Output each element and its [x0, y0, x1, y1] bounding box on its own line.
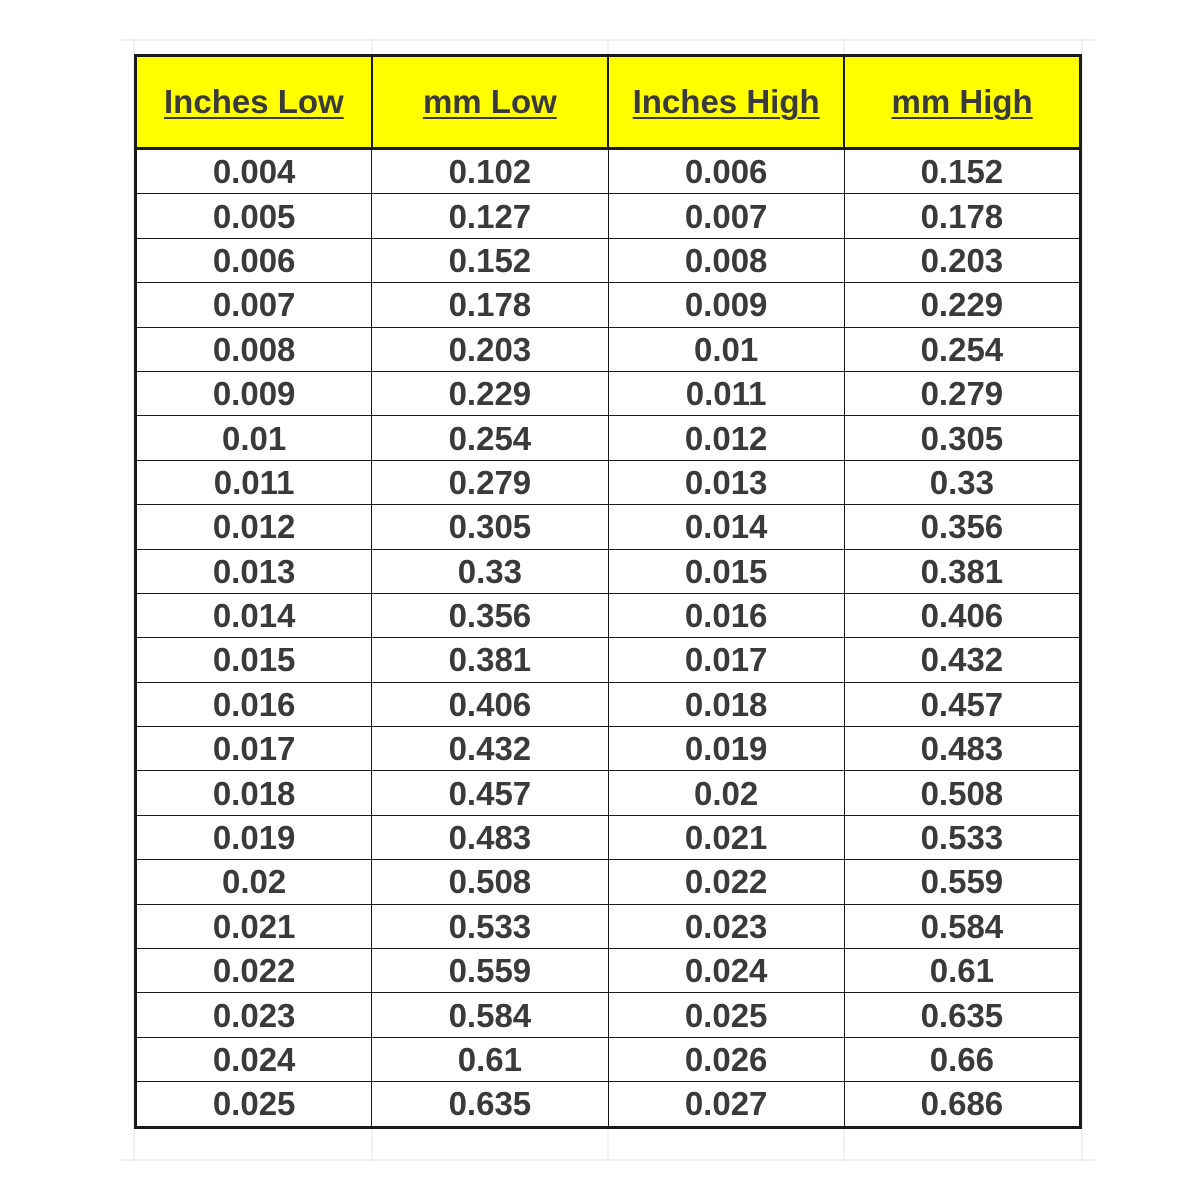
header-row — [136, 56, 1081, 149]
cell-mm-high[interactable]: 0.305 — [844, 416, 1080, 460]
cell-mm-low[interactable]: 0.508 — [372, 860, 608, 904]
cell-inches-low[interactable]: 0.009 — [136, 371, 372, 415]
cell-inches-high[interactable]: 0.017 — [608, 638, 844, 682]
table-row — [136, 549, 1081, 593]
cell-inches-low[interactable]: 0.024 — [136, 1037, 372, 1081]
cell-mm-high[interactable]: 0.229 — [844, 283, 1080, 327]
table-row — [136, 904, 1081, 948]
cell-mm-high[interactable]: 0.533 — [844, 815, 1080, 859]
table-row — [136, 460, 1081, 504]
cell-inches-low[interactable]: 0.017 — [136, 727, 372, 771]
cell-mm-low[interactable]: 0.127 — [372, 194, 608, 238]
header-mm-low[interactable]: mm Low — [372, 56, 608, 149]
header-mm-high[interactable]: mm High — [844, 56, 1080, 149]
cell-mm-low[interactable]: 0.584 — [372, 993, 608, 1037]
cell-inches-low[interactable]: 0.025 — [136, 1082, 372, 1127]
cell-mm-low[interactable]: 0.203 — [372, 327, 608, 371]
cell-inches-low[interactable]: 0.02 — [136, 860, 372, 904]
cell-mm-low[interactable]: 0.457 — [372, 771, 608, 815]
cell-mm-high[interactable]: 0.483 — [844, 727, 1080, 771]
cell-mm-low[interactable]: 0.178 — [372, 283, 608, 327]
cell-inches-low[interactable]: 0.014 — [136, 593, 372, 637]
table-row — [136, 638, 1081, 682]
table-row — [136, 327, 1081, 371]
cell-mm-high[interactable]: 0.152 — [844, 149, 1080, 194]
cell-inches-high[interactable]: 0.006 — [608, 149, 844, 194]
cell-mm-high[interactable]: 0.584 — [844, 904, 1080, 948]
conversion-table — [134, 54, 1082, 1129]
cell-mm-low[interactable]: 0.432 — [372, 727, 608, 771]
table-body — [136, 149, 1081, 1128]
cell-mm-high[interactable]: 0.254 — [844, 327, 1080, 371]
table-row — [136, 593, 1081, 637]
cell-inches-low[interactable]: 0.01 — [136, 416, 372, 460]
cell-inches-low[interactable]: 0.013 — [136, 549, 372, 593]
cell-mm-low[interactable]: 0.356 — [372, 593, 608, 637]
cell-inches-high[interactable]: 0.026 — [608, 1037, 844, 1081]
cell-mm-low[interactable]: 0.33 — [372, 549, 608, 593]
cell-inches-high[interactable]: 0.027 — [608, 1082, 844, 1127]
table-row — [136, 505, 1081, 549]
table-row — [136, 1082, 1081, 1127]
cell-mm-low[interactable]: 0.533 — [372, 904, 608, 948]
cell-mm-high[interactable]: 0.508 — [844, 771, 1080, 815]
table-row — [136, 949, 1081, 993]
cell-mm-low[interactable]: 0.229 — [372, 371, 608, 415]
cell-inches-low[interactable]: 0.015 — [136, 638, 372, 682]
cell-mm-low[interactable]: 0.61 — [372, 1037, 608, 1081]
cell-mm-high[interactable]: 0.432 — [844, 638, 1080, 682]
cell-inches-high[interactable]: 0.015 — [608, 549, 844, 593]
cell-mm-high[interactable]: 0.457 — [844, 682, 1080, 726]
cell-mm-low[interactable]: 0.152 — [372, 238, 608, 282]
cell-inches-high[interactable]: 0.022 — [608, 860, 844, 904]
cell-inches-high[interactable]: 0.011 — [608, 371, 844, 415]
cell-inches-low[interactable]: 0.008 — [136, 327, 372, 371]
cell-mm-low[interactable]: 0.559 — [372, 949, 608, 993]
cell-mm-low[interactable]: 0.483 — [372, 815, 608, 859]
cell-inches-high[interactable]: 0.018 — [608, 682, 844, 726]
table-row — [136, 993, 1081, 1037]
header-inches-high[interactable]: Inches High — [608, 56, 844, 149]
cell-mm-low[interactable]: 0.279 — [372, 460, 608, 504]
table-row — [136, 194, 1081, 238]
cell-mm-high[interactable]: 0.61 — [844, 949, 1080, 993]
cell-inches-high[interactable]: 0.01 — [608, 327, 844, 371]
cell-mm-high[interactable]: 0.178 — [844, 194, 1080, 238]
cell-inches-low[interactable]: 0.019 — [136, 815, 372, 859]
table-row — [136, 238, 1081, 282]
cell-mm-low[interactable]: 0.406 — [372, 682, 608, 726]
table-row — [136, 416, 1081, 460]
cell-mm-high[interactable]: 0.356 — [844, 505, 1080, 549]
cell-inches-high[interactable]: 0.008 — [608, 238, 844, 282]
table-row — [136, 815, 1081, 859]
table-row — [136, 727, 1081, 771]
cell-inches-low[interactable]: 0.018 — [136, 771, 372, 815]
cell-inches-low[interactable]: 0.022 — [136, 949, 372, 993]
cell-mm-low[interactable]: 0.635 — [372, 1082, 608, 1127]
cell-inches-low[interactable]: 0.006 — [136, 238, 372, 282]
cell-inches-high[interactable]: 0.02 — [608, 771, 844, 815]
cell-inches-high[interactable]: 0.013 — [608, 460, 844, 504]
table-row — [136, 771, 1081, 815]
cell-inches-high[interactable]: 0.025 — [608, 993, 844, 1037]
cell-inches-high[interactable]: 0.019 — [608, 727, 844, 771]
cell-inches-high[interactable]: 0.016 — [608, 593, 844, 637]
table-row — [136, 860, 1081, 904]
cell-inches-low[interactable]: 0.011 — [136, 460, 372, 504]
cell-inches-high[interactable]: 0.023 — [608, 904, 844, 948]
cell-mm-high[interactable]: 0.381 — [844, 549, 1080, 593]
cell-mm-high[interactable]: 0.279 — [844, 371, 1080, 415]
cell-mm-high[interactable]: 0.66 — [844, 1037, 1080, 1081]
header-inches-low[interactable]: Inches Low — [136, 56, 372, 149]
cell-mm-high[interactable]: 0.33 — [844, 460, 1080, 504]
cell-inches-low[interactable]: 0.005 — [136, 194, 372, 238]
cell-inches-high[interactable]: 0.024 — [608, 949, 844, 993]
cell-inches-high[interactable]: 0.007 — [608, 194, 844, 238]
cell-mm-low[interactable]: 0.254 — [372, 416, 608, 460]
cell-inches-low[interactable]: 0.016 — [136, 682, 372, 726]
table-row — [136, 1037, 1081, 1081]
cell-mm-high[interactable]: 0.635 — [844, 993, 1080, 1037]
cell-inches-high[interactable]: 0.021 — [608, 815, 844, 859]
table-row — [136, 283, 1081, 327]
table-row — [136, 371, 1081, 415]
cell-inches-low[interactable]: 0.012 — [136, 505, 372, 549]
cell-inches-high[interactable]: 0.009 — [608, 283, 844, 327]
table-row — [136, 682, 1081, 726]
cell-inches-low[interactable]: 0.007 — [136, 283, 372, 327]
cell-mm-high[interactable]: 0.559 — [844, 860, 1080, 904]
cell-inches-high[interactable]: 0.014 — [608, 505, 844, 549]
cell-inches-high[interactable]: 0.012 — [608, 416, 844, 460]
cell-mm-low[interactable]: 0.381 — [372, 638, 608, 682]
cell-inches-low[interactable]: 0.023 — [136, 993, 372, 1037]
table-row — [136, 149, 1081, 194]
cell-inches-low[interactable]: 0.004 — [136, 149, 372, 194]
cell-mm-low[interactable]: 0.305 — [372, 505, 608, 549]
cell-mm-high[interactable]: 0.203 — [844, 238, 1080, 282]
cell-mm-low[interactable]: 0.102 — [372, 149, 608, 194]
cell-mm-high[interactable]: 0.686 — [844, 1082, 1080, 1127]
cell-mm-high[interactable]: 0.406 — [844, 593, 1080, 637]
cell-inches-low[interactable]: 0.021 — [136, 904, 372, 948]
